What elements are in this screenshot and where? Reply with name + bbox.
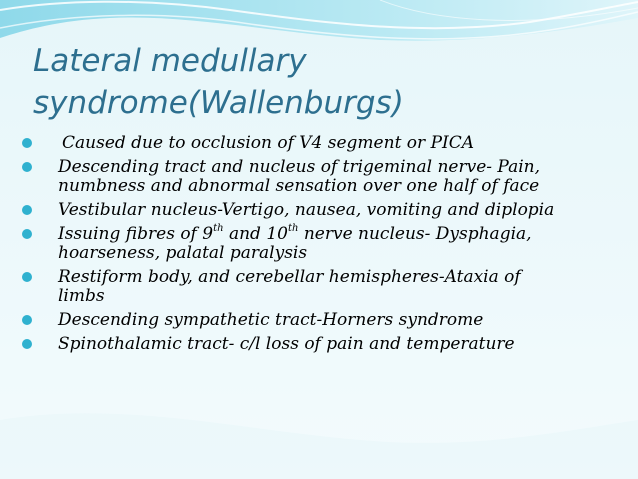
title-line-2: syndrome(Wallenburgs)	[33, 85, 404, 121]
bullet-text: Restiform body, and cerebellar hemispheres-Ataxia of	[58, 267, 521, 287]
bullet-text: Vestibular nucleus-Vertigo, nausea, vomiting and diplopia	[58, 200, 555, 220]
list-item	[22, 335, 622, 354]
list-item	[22, 158, 622, 196]
list-item	[22, 311, 622, 330]
bullet-text: Descending tract and nucleus of trigeminal nerve- Pain,	[58, 157, 541, 177]
bullet-icon	[22, 229, 32, 239]
bullet-icon	[22, 339, 32, 349]
bullet-icon	[22, 138, 32, 148]
bullet-icon	[22, 162, 32, 172]
bullet-text: Descending sympathetic tract-Horners syndrome	[58, 310, 484, 330]
bullet-icon	[22, 315, 32, 325]
bullet-text: and 10	[223, 224, 288, 244]
list-item	[22, 225, 622, 263]
bullet-text: Caused due to occlusion of V4 segment or PICA	[62, 133, 475, 153]
bullet-icon	[22, 272, 32, 282]
bullet-text: Issuing fibres of 9	[58, 224, 214, 244]
superscript: th	[213, 223, 224, 235]
slide-title	[33, 40, 613, 124]
bullet-text-cont: limbs	[58, 286, 105, 306]
bullet-icon	[22, 205, 32, 215]
list-item	[22, 268, 622, 306]
bullet-list	[22, 134, 622, 359]
list-item	[22, 134, 622, 153]
title-line-1: Lateral medullary	[33, 43, 307, 79]
bullet-text-cont: numbness and abnormal sensation over one half of face	[58, 176, 540, 196]
bullet-text: Spinothalamic tract- c/l loss of pain and temperature	[58, 334, 515, 354]
bullet-text: nerve nucleus- Dysphagia,	[298, 224, 532, 244]
bullet-text-cont: hoarseness, palatal paralysis	[58, 243, 308, 263]
superscript: th	[287, 223, 299, 235]
list-item	[22, 201, 622, 220]
